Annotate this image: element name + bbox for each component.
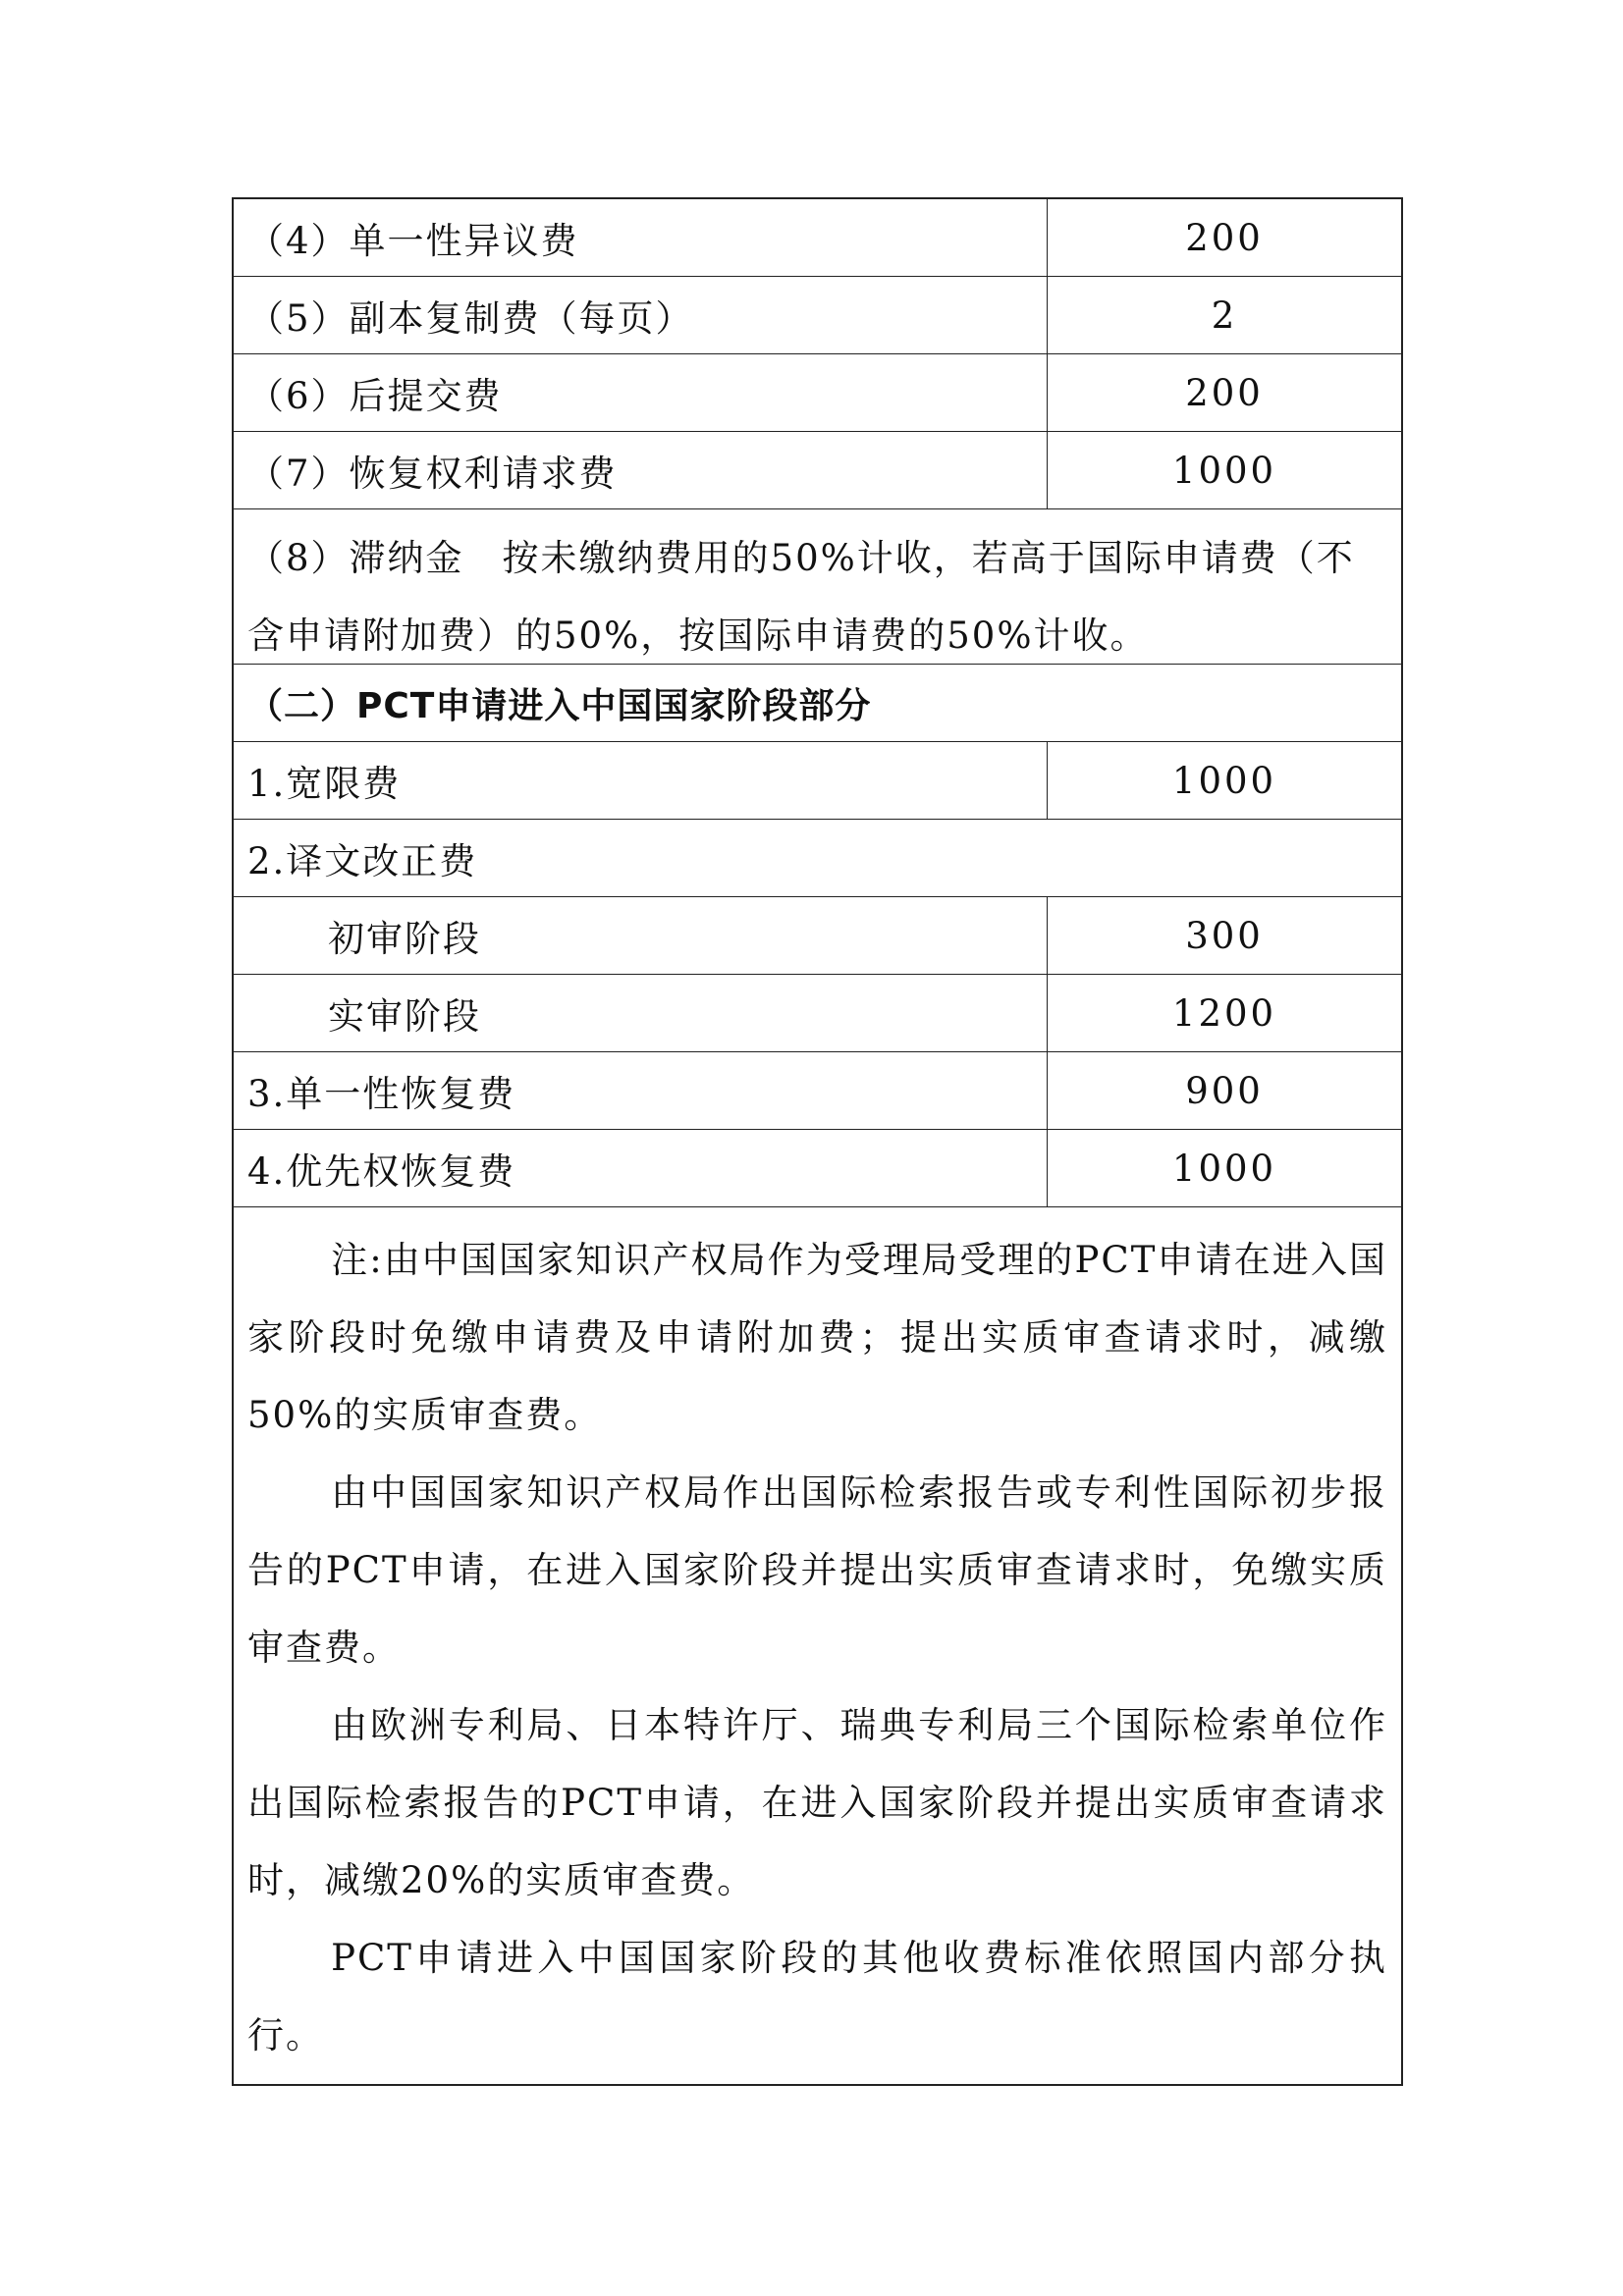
note-paragraph: PCT申请进入中国国家阶段的其他收费标准依照国内部分执行。 — [247, 1937, 1387, 2056]
late-fee-text: （8）滞纳金 按未缴纳费用的50%计收，若高于国际申请费（不含申请附加费）的50%，按国际申请费的50%计收。 — [247, 537, 1355, 657]
fee-row — [234, 1130, 1401, 1207]
fee-item: 4.优先权恢复费 — [234, 1130, 1048, 1206]
fee-row — [234, 897, 1401, 975]
fee-amount: 900 — [1185, 1069, 1264, 1112]
notes-block — [234, 1207, 1401, 2084]
note-paragraph: 由中国国家知识产权局作出国际检索报告或专利性国际初步报告的PCT申请，在进入国家阶段并提出实质审查请求时，免缴实质审查费。 — [247, 1471, 1387, 1669]
fee-item: （6）后提交费 — [234, 354, 1048, 431]
section-title: （二）PCT申请进入中国国家阶段部分 — [247, 685, 872, 726]
fee-row — [234, 354, 1401, 432]
fee-amount: 200 — [1185, 371, 1264, 414]
fee-row — [234, 277, 1401, 354]
fee-row — [234, 1052, 1401, 1130]
fee-row — [234, 742, 1401, 820]
fee-item: （7）恢复权利请求费 — [234, 432, 1048, 508]
fee-amount: 200 — [1185, 216, 1264, 259]
fee-item: 1.宽限费 — [234, 742, 1048, 819]
fee-row — [234, 432, 1401, 509]
fee-group-header-row — [234, 820, 1401, 897]
fee-row — [234, 975, 1401, 1052]
fee-item: （4）单一性异议费 — [234, 199, 1048, 276]
note-paragraph: 由欧洲专利局、日本特许厅、瑞典专利局三个国际检索单位作出国际检索报告的PCT申请，在进入国家阶段并提出实质审查请求时，减缴20%的实质审查费。 — [247, 1704, 1387, 1901]
section-header-row — [234, 665, 1401, 742]
late-fee-row — [234, 509, 1401, 665]
fee-item: 实审阶段 — [234, 975, 1048, 1051]
fee-item: 初审阶段 — [234, 897, 1048, 974]
fee-amount: 1000 — [1171, 449, 1277, 492]
fee-group-title: 2.译文改正费 — [247, 840, 478, 882]
fee-item: 3.单一性恢复费 — [234, 1052, 1048, 1129]
fee-amount: 1000 — [1171, 1147, 1277, 1190]
fee-amount: 300 — [1185, 914, 1264, 957]
fee-amount: 1000 — [1171, 759, 1277, 802]
fee-amount: 1200 — [1171, 991, 1277, 1035]
fee-row — [234, 199, 1401, 277]
fee-table — [232, 197, 1403, 2086]
fee-item: （5）副本复制费（每页） — [234, 277, 1048, 353]
note-paragraph: 注:由中国国家知识产权局作为受理局受理的PCT申请在进入国家阶段时免缴申请费及申请附加费；提出实质审查请求时，减缴50%的实质审查费。 — [247, 1239, 1387, 1436]
fee-amount: 2 — [1211, 294, 1238, 337]
notes-row — [234, 1207, 1401, 2084]
